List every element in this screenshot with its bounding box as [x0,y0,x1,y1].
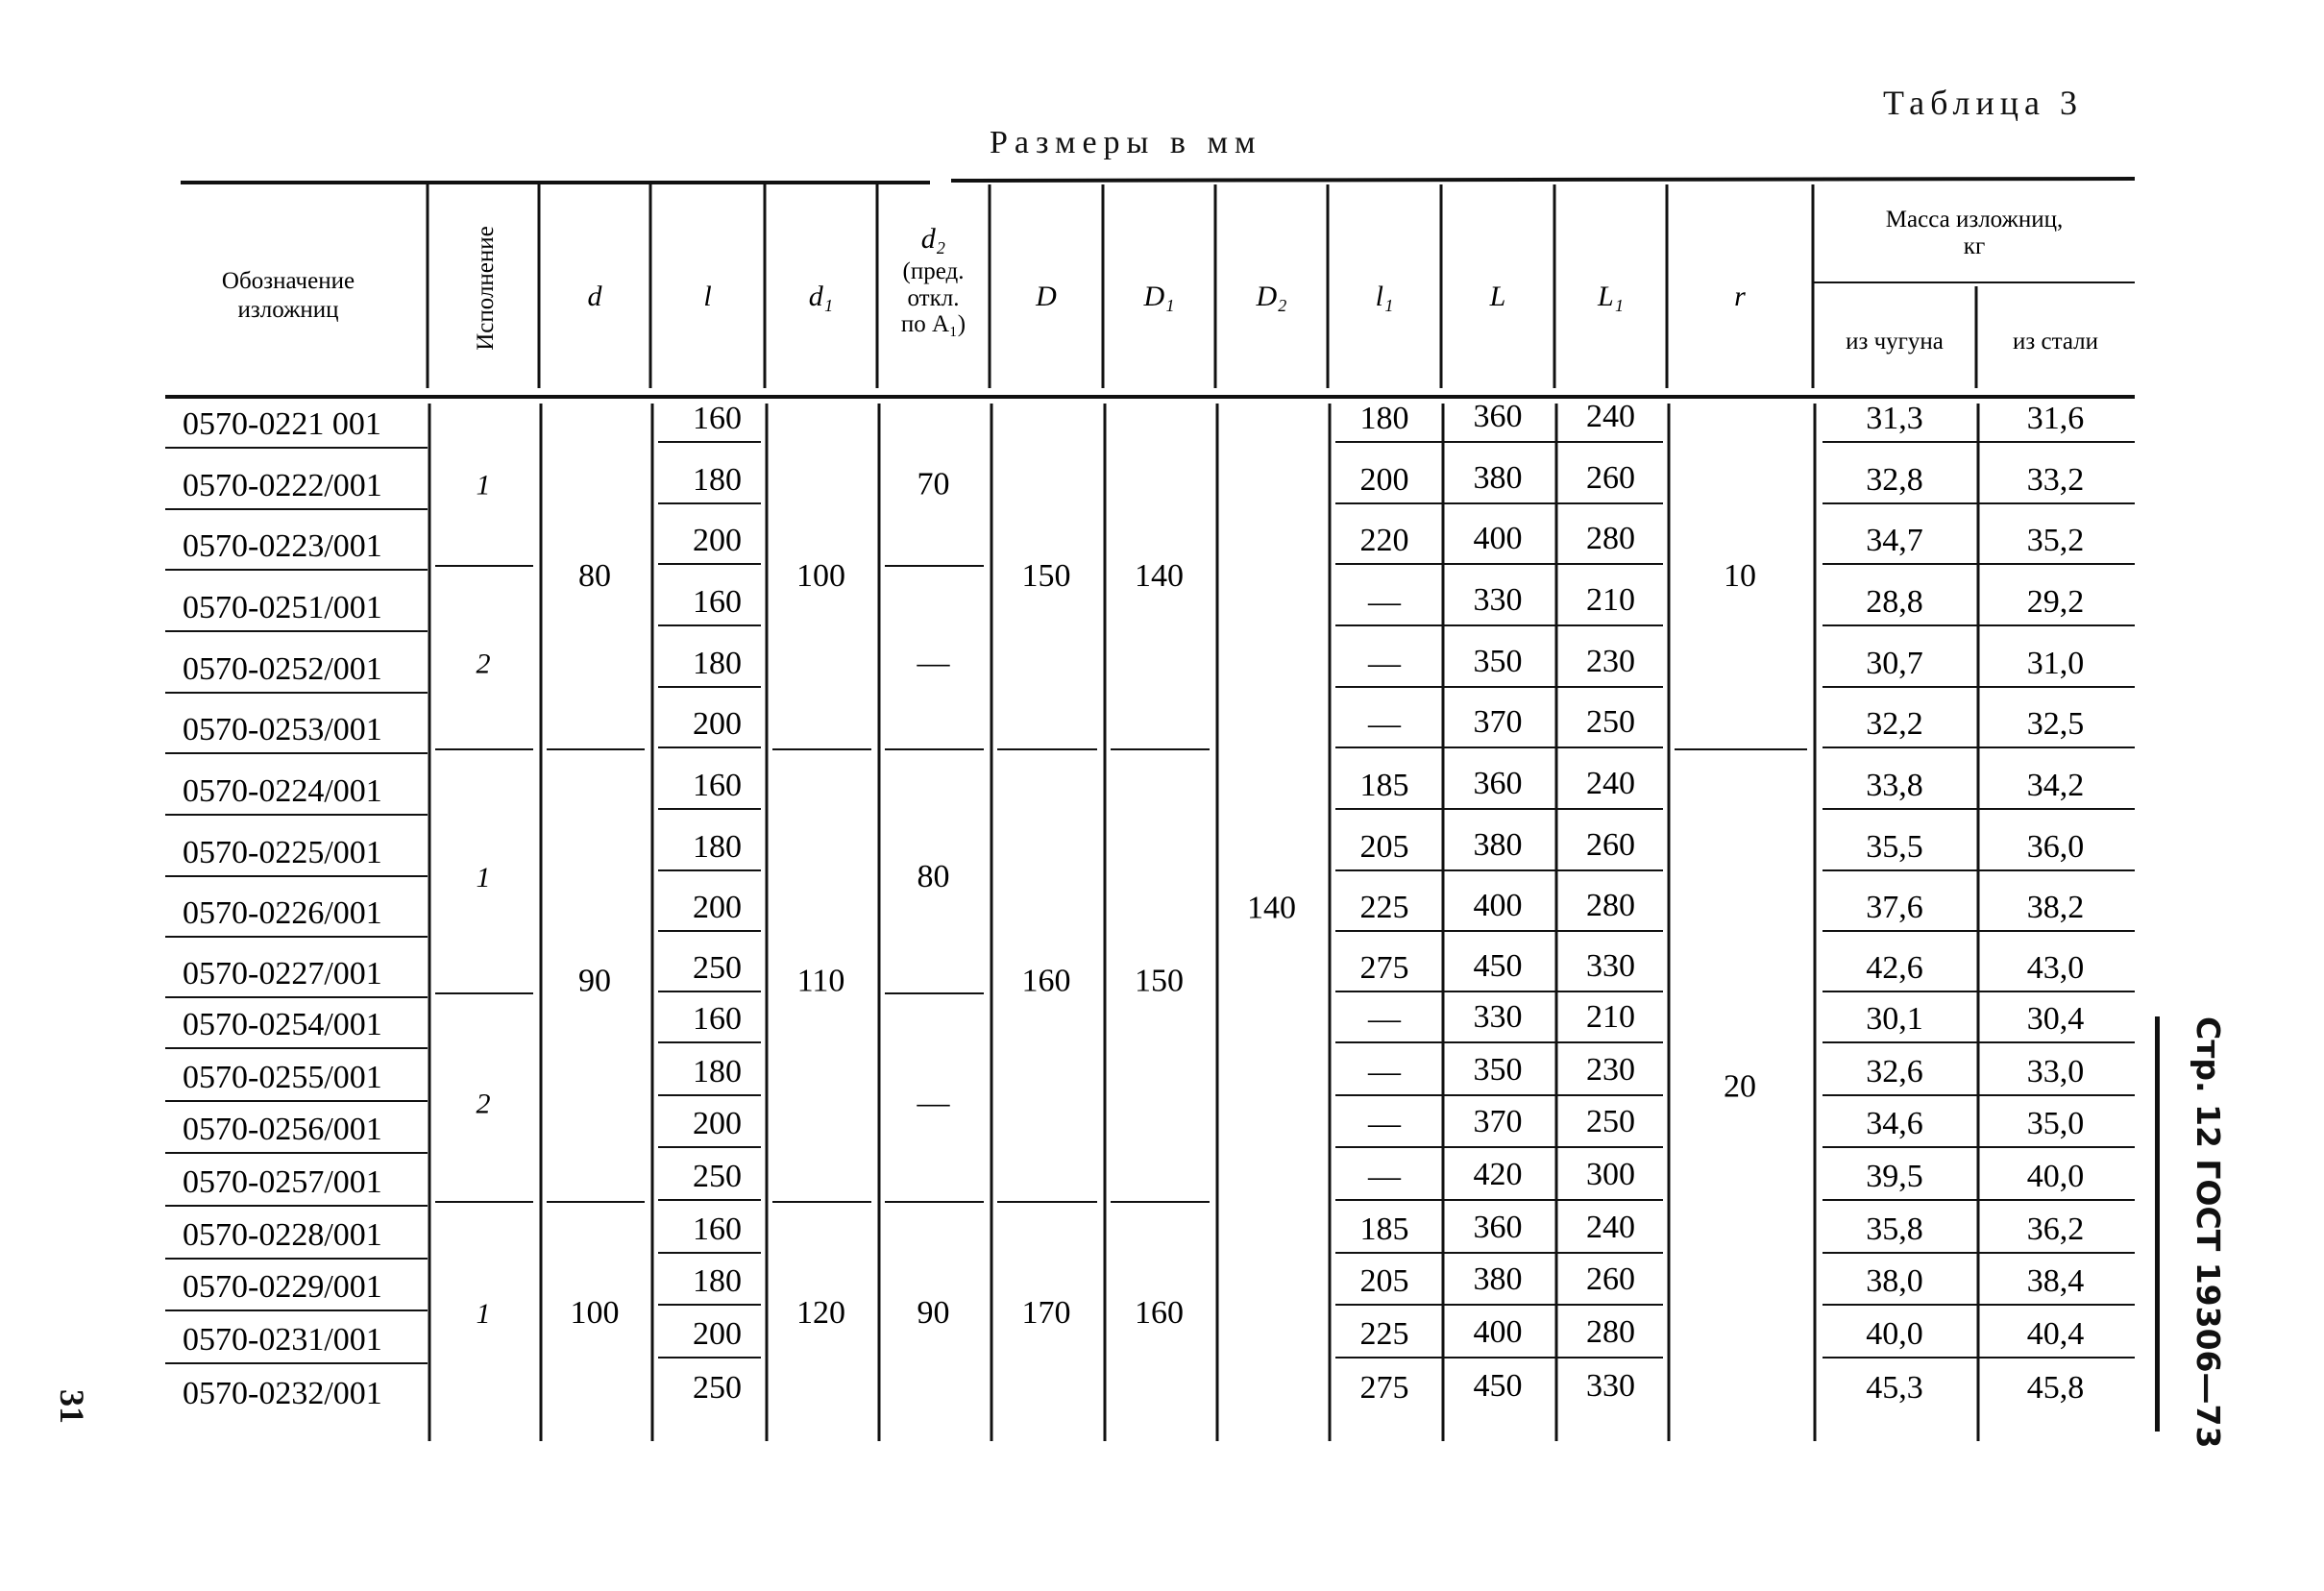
merged-cell-d: 90 [578,963,611,999]
cell-L1: 260 [1586,827,1635,863]
cell-mass-iron: 30,7 [1866,646,1923,681]
running-head: Стр. 12 ГОСТ 19306—73 [2189,1016,2227,1449]
cell-mass-iron: 35,8 [1866,1212,1923,1247]
cell-l1: — [1368,706,1401,742]
cell-designation: 0570-0253/001 [183,712,382,747]
cell-l: 200 [693,1106,742,1141]
header-L: L [1489,281,1506,312]
cell-designation: 0570-0228/001 [183,1217,382,1253]
merged-cell-r: 20 [1724,1068,1756,1105]
cell-L: 420 [1473,1157,1523,1192]
cell-l1: — [1368,646,1401,681]
cell-L1: 230 [1586,1052,1635,1088]
header-designation: изложниц [237,297,339,323]
cell-L: 380 [1473,460,1523,496]
cell-mass-iron: 32,2 [1866,706,1923,742]
cell-L: 350 [1473,644,1523,679]
cell-L: 330 [1473,582,1523,618]
header-D1: D₁ [1143,281,1175,312]
cell-L1: 230 [1586,644,1635,679]
cell-l: 160 [693,768,742,803]
cell-l: 180 [693,1054,742,1089]
header-r: r [1734,281,1746,312]
merged-cell-d2: — [917,1085,950,1121]
cell-designation: 0570-0252/001 [183,651,382,687]
cell-l1: 180 [1359,401,1409,436]
cell-mass-iron: 40,0 [1866,1316,1923,1352]
cell-mass-steel: 36,2 [2026,1212,2085,1247]
merged-cell-D: 150 [1021,558,1071,594]
merged-cell-d: 80 [578,558,611,594]
merged-cell-d2: 80 [917,859,950,894]
cell-L: 400 [1473,888,1523,923]
merged-cell-d: 100 [570,1295,620,1331]
cell-L1: 250 [1586,1104,1635,1139]
header-d2: d₂ [920,223,946,255]
cell-L: 450 [1473,1368,1523,1404]
cell-designation: 0570-0257/001 [183,1164,382,1200]
merged-cell-version: 2 [476,648,491,680]
header-mass: кг [1963,233,1986,259]
cell-mass-iron: 33,8 [1866,768,1923,803]
cell-L: 370 [1473,704,1523,740]
merged-cell-d2: — [917,645,950,681]
cell-l: 200 [693,1316,742,1352]
header-L1: L₁ [1597,281,1625,312]
merged-cell-D: 160 [1021,963,1071,999]
cell-mass-steel: 45,8 [2026,1370,2085,1406]
merged-cell-D2: 140 [1247,890,1296,926]
side-rule [2155,1016,2160,1432]
cell-L: 380 [1473,1261,1523,1297]
header-d2-note: по A₁) [900,311,966,337]
cell-L: 360 [1473,766,1523,801]
cell-l: 160 [693,584,742,620]
cell-L1: 240 [1586,1210,1635,1245]
cell-mass-steel: 32,5 [2026,706,2085,742]
merged-cell-D1: 150 [1135,963,1184,999]
cell-L1: 210 [1586,999,1635,1035]
cell-designation: 0570-0225/001 [183,835,382,870]
cell-l: 200 [693,706,742,742]
cell-mass-steel: 30,4 [2026,1001,2085,1037]
cell-mass-iron: 34,6 [1866,1106,1923,1141]
cell-L1: 260 [1586,460,1635,496]
cell-mass-iron: 45,3 [1866,1370,1923,1406]
cell-mass-iron: 37,6 [1866,890,1923,925]
header-D2: D₂ [1256,281,1287,312]
cell-mass-steel: 38,4 [2026,1263,2085,1299]
cell-mass-steel: 34,2 [2026,768,2085,803]
cell-l1: 225 [1359,890,1409,925]
cell-mass-steel: 31,0 [2026,646,2085,681]
merged-cell-d2: 70 [917,466,950,502]
cell-designation: 0570-0221 001 [183,406,381,442]
cell-l1: 275 [1359,1370,1409,1406]
cell-mass-iron: 32,8 [1866,462,1923,498]
header-d2-note: (пред. [902,258,965,284]
cell-mass-iron: 28,8 [1866,584,1923,620]
cell-L: 450 [1473,948,1523,984]
cell-designation: 0570-0223/001 [183,528,382,564]
cell-mass-steel: 35,2 [2026,523,2085,558]
cell-mass-steel: 29,2 [2026,584,2085,620]
cell-mass-steel: 40,0 [2026,1159,2085,1194]
header-d2-note: откл. [907,285,960,311]
cell-mass-iron: 32,6 [1866,1054,1923,1089]
cell-l1: — [1368,1001,1401,1037]
header-mass: Масса изложниц, [1885,207,2064,233]
cell-l: 200 [693,523,742,558]
cell-mass-steel: 33,2 [2026,462,2085,498]
header-mass-steel: из стали [2012,329,2099,355]
cell-l1: — [1368,584,1401,620]
header-top-rule [951,179,2135,181]
cell-designation: 0570-0255/001 [183,1060,382,1095]
header-D: D [1036,281,1057,312]
cell-mass-iron: 35,5 [1866,829,1923,865]
cell-designation: 0570-0251/001 [183,590,382,625]
merged-cell-D1: 140 [1135,558,1184,594]
cell-L: 400 [1473,1314,1523,1350]
merged-cell-d1: 120 [796,1295,845,1331]
cell-mass-iron: 42,6 [1866,950,1923,986]
cell-L1: 280 [1586,888,1635,923]
cell-designation: 0570-0222/001 [183,468,382,503]
page-number: 31 [53,1389,91,1424]
cell-l: 250 [693,950,742,986]
cell-l: 250 [693,1159,742,1194]
cell-L: 330 [1473,999,1523,1035]
cell-mass-steel: 33,0 [2026,1054,2085,1089]
cell-designation: 0570-0229/001 [183,1269,382,1305]
cell-L1: 280 [1586,1314,1635,1350]
cell-l: 200 [693,890,742,925]
cell-L1: 330 [1586,1368,1635,1404]
cell-l: 160 [693,401,742,436]
cell-mass-iron: 38,0 [1866,1263,1923,1299]
cell-l1: 275 [1359,950,1409,986]
cell-l: 180 [693,646,742,681]
cell-mass-steel: 36,0 [2026,829,2085,865]
cell-L: 380 [1473,827,1523,863]
units-caption: Размеры в мм [990,125,1262,160]
cell-l: 180 [693,1263,742,1299]
header-version: Исполнение [473,226,499,351]
cell-l1: 185 [1359,1212,1409,1247]
cell-l: 250 [693,1370,742,1406]
cell-L: 360 [1473,1210,1523,1245]
cell-l1: — [1368,1106,1401,1141]
merged-cell-d2: 90 [917,1295,950,1331]
cell-mass-iron: 34,7 [1866,523,1923,558]
cell-l: 160 [693,1001,742,1037]
merged-cell-version: 1 [476,469,491,502]
cell-L1: 300 [1586,1157,1635,1192]
cell-L: 360 [1473,399,1523,434]
table-caption: Таблица 3 [1883,84,2083,122]
cell-L: 370 [1473,1104,1523,1139]
cell-mass-steel: 35,0 [2026,1106,2085,1141]
cell-l1: 205 [1359,1263,1409,1299]
header-l: l [703,281,712,312]
cell-l1: 185 [1359,768,1409,803]
cell-l1: 200 [1359,462,1409,498]
header-l1: l₁ [1375,281,1394,312]
cell-l1: — [1368,1159,1401,1194]
cell-L1: 260 [1586,1261,1635,1297]
cell-mass-steel: 43,0 [2026,950,2085,986]
cell-L1: 330 [1586,948,1635,984]
cell-L1: 250 [1586,704,1635,740]
cell-mass-iron: 31,3 [1866,401,1923,436]
cell-designation: 0570-0227/001 [183,956,382,991]
cell-mass-iron: 39,5 [1866,1159,1923,1194]
header-d1: d₁ [808,281,834,312]
cell-L1: 240 [1586,766,1635,801]
header-designation: Обозначение [221,268,355,294]
merged-cell-D: 170 [1021,1295,1071,1331]
cell-L1: 280 [1586,521,1635,556]
cell-designation: 0570-0226/001 [183,895,382,931]
cell-designation: 0570-0224/001 [183,773,382,809]
cell-l1: 220 [1359,523,1409,558]
cell-mass-iron: 30,1 [1866,1001,1923,1037]
cell-l1: — [1368,1054,1401,1089]
merged-cell-r: 10 [1724,558,1756,594]
merged-cell-d1: 100 [796,558,845,594]
merged-cell-D1: 160 [1135,1295,1184,1331]
cell-designation: 0570-0231/001 [183,1322,382,1358]
cell-designation: 0570-0254/001 [183,1007,382,1042]
cell-designation: 0570-0256/001 [183,1112,382,1147]
cell-l: 180 [693,829,742,865]
merged-cell-version: 2 [476,1088,491,1120]
cell-l: 160 [693,1212,742,1247]
cell-l: 180 [693,462,742,498]
cell-mass-steel: 38,2 [2026,890,2085,925]
merged-cell-version: 1 [476,1298,491,1330]
cell-L1: 210 [1586,582,1635,618]
cell-L1: 240 [1586,399,1635,434]
merged-cell-d1: 110 [796,963,845,999]
header-d: d [587,281,602,312]
cell-L: 350 [1473,1052,1523,1088]
merged-cell-version: 1 [476,862,491,893]
cell-l1: 205 [1359,829,1409,865]
cell-l1: 225 [1359,1316,1409,1352]
header-mass-cast-iron: из чугуна [1846,329,1944,355]
cell-mass-steel: 40,4 [2026,1316,2085,1352]
cell-designation: 0570-0232/001 [183,1376,382,1411]
cell-L: 400 [1473,521,1523,556]
cell-mass-steel: 31,6 [2026,401,2085,436]
